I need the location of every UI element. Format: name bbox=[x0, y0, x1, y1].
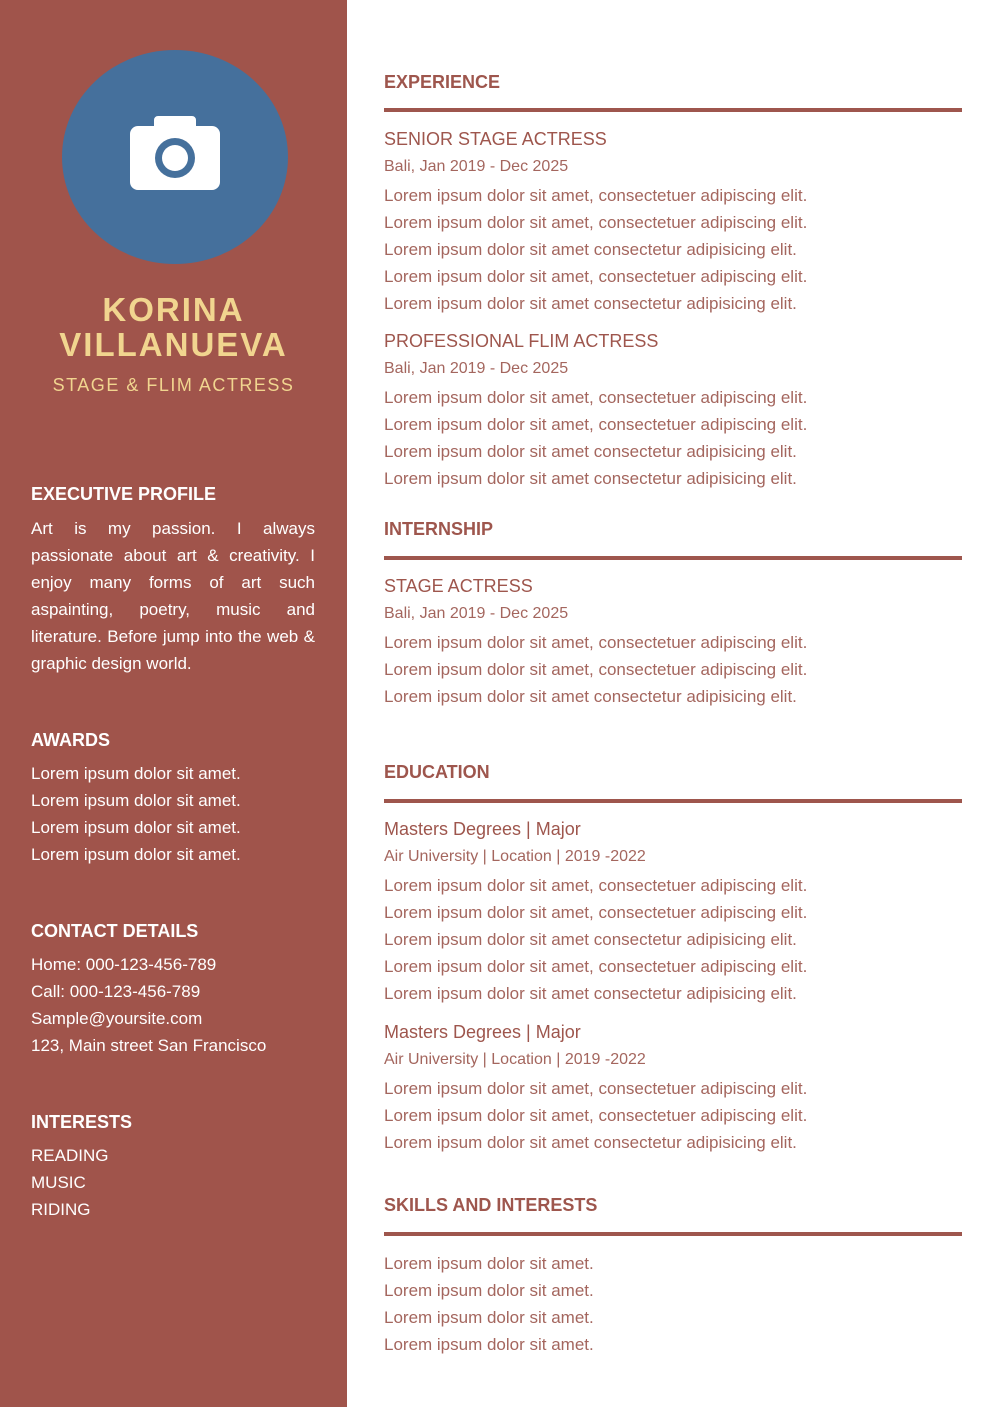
list-item: Lorem ipsum dolor sit amet. bbox=[31, 818, 241, 837]
job-title: SENIOR STAGE ACTRESS bbox=[384, 129, 607, 149]
profile-photo-placeholder bbox=[62, 50, 288, 264]
description-line: Lorem ipsum dolor sit amet, consectetuer adipiscing elit. bbox=[384, 415, 808, 434]
description-line: Lorem ipsum dolor sit amet, consectetuer adipiscing elit. bbox=[384, 903, 808, 922]
description-line: Lorem ipsum dolor sit amet, consectetuer adipiscing elit. bbox=[384, 1079, 808, 1098]
description-line: Lorem ipsum dolor sit amet, consectetuer adipiscing elit. bbox=[384, 876, 808, 895]
candidate-role: STAGE & FLIM ACTRESS bbox=[52, 375, 295, 395]
education-description bbox=[384, 1075, 807, 1156]
description-line: Lorem ipsum dolor sit amet, consectetuer adipiscing elit. bbox=[384, 633, 808, 652]
description-line: Lorem ipsum dolor sit amet, consectetuer adipiscing elit. bbox=[384, 213, 808, 232]
description-line: Lorem ipsum dolor sit amet consectetur adipisicing elit. bbox=[384, 687, 797, 706]
skills-list bbox=[384, 1250, 594, 1358]
interests-list bbox=[31, 1142, 315, 1223]
list-item: READING bbox=[31, 1146, 109, 1165]
experience-divider bbox=[384, 108, 962, 112]
list-item: Lorem ipsum dolor sit amet. bbox=[384, 1335, 594, 1354]
description-line: Lorem ipsum dolor sit amet consectetur adipisicing elit. bbox=[384, 469, 797, 488]
description-line: Lorem ipsum dolor sit amet consectetur adipisicing elit. bbox=[384, 240, 797, 259]
list-item: Lorem ipsum dolor sit amet. bbox=[384, 1281, 594, 1300]
contact-email: Sample@yoursite.com bbox=[31, 1009, 203, 1028]
experience-heading: EXPERIENCE bbox=[384, 72, 501, 92]
education-title: Masters Degrees | Major bbox=[384, 1022, 581, 1042]
job-meta: Bali, Jan 2019 - Dec 2025 bbox=[384, 158, 569, 175]
contact-heading: CONTACT DETAILS bbox=[31, 921, 199, 941]
list-item: Lorem ipsum dolor sit amet. bbox=[384, 1308, 594, 1327]
description-line: Lorem ipsum dolor sit amet, consectetuer adipiscing elit. bbox=[384, 388, 808, 407]
education-meta: Air University | Location | 2019 -2022 bbox=[384, 848, 646, 865]
skills-divider bbox=[384, 1232, 962, 1236]
description-line: Lorem ipsum dolor sit amet consectetur adipisicing elit. bbox=[384, 984, 797, 1003]
education-title: Masters Degrees | Major bbox=[384, 819, 581, 839]
job-meta: Bali, Jan 2019 - Dec 2025 bbox=[384, 360, 569, 377]
contact-call: Call: 000-123-456-789 bbox=[31, 982, 201, 1001]
description-line: Lorem ipsum dolor sit amet consectetur adipisicing elit. bbox=[384, 442, 797, 461]
internship-divider bbox=[384, 556, 962, 560]
interests-heading: INTERESTS bbox=[31, 1112, 133, 1132]
description-line: Lorem ipsum dolor sit amet, consectetuer adipiscing elit. bbox=[384, 267, 808, 286]
list-item: MUSIC bbox=[31, 1173, 86, 1192]
list-item: Lorem ipsum dolor sit amet. bbox=[31, 845, 241, 864]
name-last: VILLANUEVA bbox=[59, 326, 288, 363]
contact-home: Home: 000-123-456-789 bbox=[31, 955, 217, 974]
candidate-name bbox=[0, 292, 347, 362]
description-line: Lorem ipsum dolor sit amet, consectetuer adipiscing elit. bbox=[384, 957, 808, 976]
list-item: Lorem ipsum dolor sit amet. bbox=[384, 1254, 594, 1273]
description-line: Lorem ipsum dolor sit amet consectetur adipisicing elit. bbox=[384, 1133, 797, 1152]
job-description bbox=[384, 182, 807, 317]
job-description bbox=[384, 629, 807, 710]
internship-heading: INTERNSHIP bbox=[384, 519, 494, 539]
name-first: KORINA bbox=[102, 291, 245, 328]
description-line: Lorem ipsum dolor sit amet, consectetuer adipiscing elit. bbox=[384, 1106, 808, 1125]
contact-list bbox=[31, 951, 315, 1059]
education-divider bbox=[384, 799, 962, 803]
list-item: Lorem ipsum dolor sit amet. bbox=[31, 791, 241, 810]
list-item: Lorem ipsum dolor sit amet. bbox=[31, 764, 241, 783]
education-description bbox=[384, 872, 807, 1007]
executive-profile-text: Art is my passion. I always passionate about art & creativity. I enjoy many forms of art such aspainting, poetry, music and literature. Before jump into the web & graphic design world. bbox=[31, 519, 315, 673]
executive-profile-heading: EXECUTIVE PROFILE bbox=[31, 484, 217, 504]
job-meta: Bali, Jan 2019 - Dec 2025 bbox=[384, 605, 569, 622]
education-meta: Air University | Location | 2019 -2022 bbox=[384, 1051, 646, 1068]
job-title: PROFESSIONAL FLIM ACTRESS bbox=[384, 331, 659, 351]
camera-icon bbox=[130, 112, 220, 192]
awards-list bbox=[31, 760, 315, 868]
list-item: RIDING bbox=[31, 1200, 91, 1219]
sidebar bbox=[0, 0, 347, 1407]
description-line: Lorem ipsum dolor sit amet consectetur adipisicing elit. bbox=[384, 930, 797, 949]
job-description bbox=[384, 384, 807, 492]
contact-address: 123, Main street San Francisco bbox=[31, 1036, 267, 1055]
skills-heading: SKILLS AND INTERESTS bbox=[384, 1195, 598, 1215]
job-title: STAGE ACTRESS bbox=[384, 576, 533, 596]
description-line: Lorem ipsum dolor sit amet, consectetuer adipiscing elit. bbox=[384, 186, 808, 205]
awards-heading: AWARDS bbox=[31, 730, 111, 750]
description-line: Lorem ipsum dolor sit amet consectetur adipisicing elit. bbox=[384, 294, 797, 313]
description-line: Lorem ipsum dolor sit amet, consectetuer adipiscing elit. bbox=[384, 660, 808, 679]
education-heading: EDUCATION bbox=[384, 762, 490, 782]
